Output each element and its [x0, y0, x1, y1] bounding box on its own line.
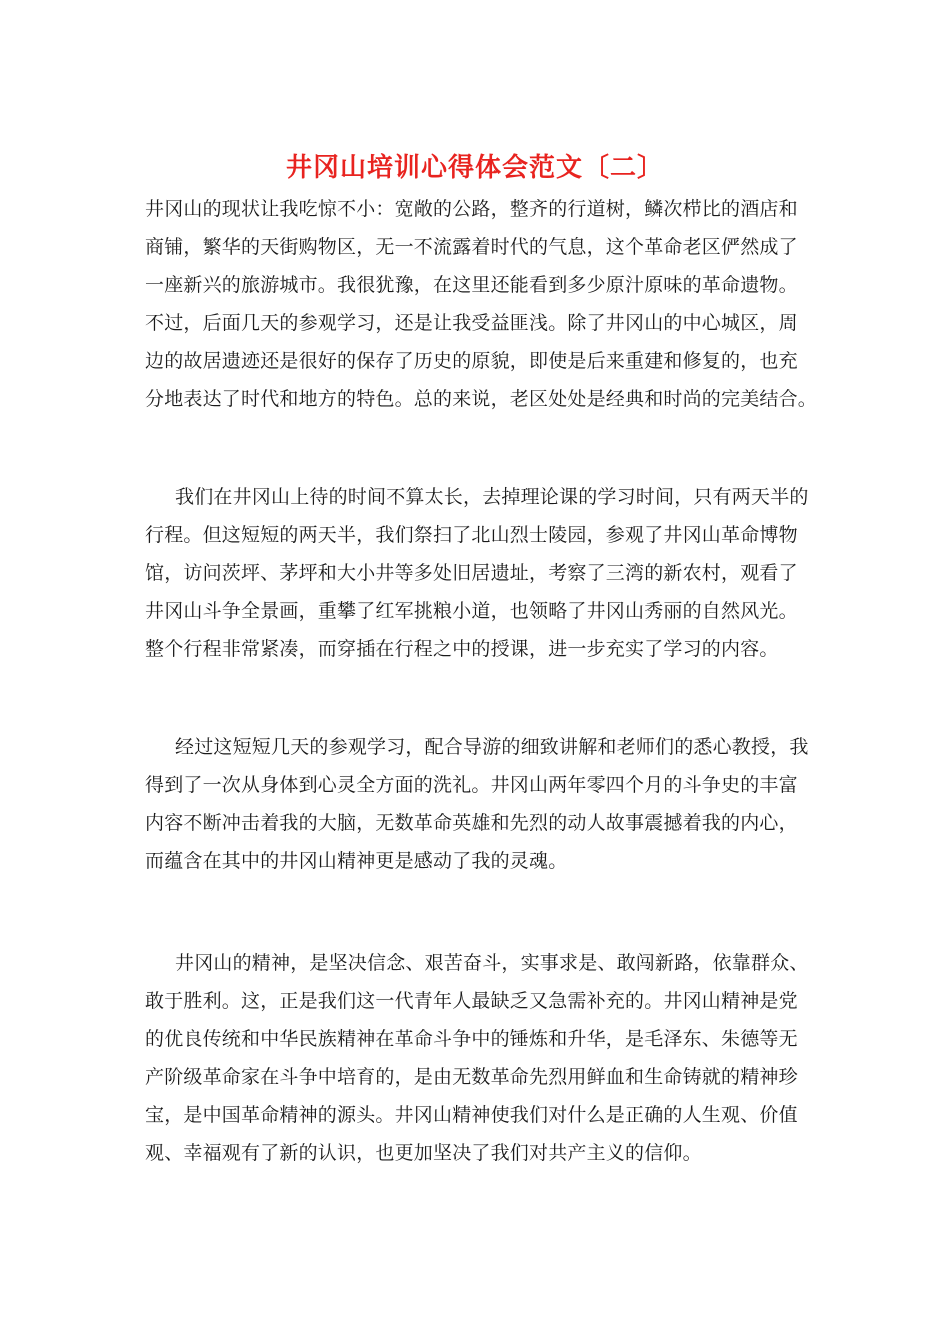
paragraph-line: 产阶级革命家在斗争中培育的，是由无数革命先烈用鲜血和生命铸就的精神珍 [145, 1066, 798, 1088]
paragraph-line: 边的故居遗迹还是很好的保存了历史的原貌，即使是后来重建和修复的，也充 [145, 350, 798, 372]
paragraph-line: 井冈山的现状让我吃惊不小：宽敞的公路，整齐的行道树，鳞次栉比的酒店和 [145, 198, 798, 220]
paragraph-line: 分地表达了时代和地方的特色。总的来说，老区处处是经典和时尚的完美结合。 [145, 388, 818, 410]
paragraph-line: 我们在井冈山上待的时间不算太长，去掉理论课的学习时间，只有两天半的 [175, 486, 809, 508]
paragraph-line: 而蕴含在其中的井冈山精神更是感动了我的灵魂。 [145, 850, 568, 872]
paragraph-line: 内容不断冲击着我的大脑，无数革命英雄和先烈的动人故事震撼着我的内心， [145, 812, 798, 834]
paragraph-2 [145, 478, 810, 668]
paragraph-line: 得到了一次从身体到心灵全方面的洗礼。井冈山两年零四个月的斗争史的丰富 [145, 774, 798, 796]
paragraph-line: 观、幸福观有了新的认识，也更加坚决了我们对共产主义的信仰。 [145, 1142, 702, 1164]
paragraph-line: 井冈山斗争全景画，重攀了红军挑粮小道，也领略了井冈山秀丽的自然风光。 [145, 600, 798, 622]
paragraph-line: 行程。但这短短的两天半，我们祭扫了北山烈士陵园，参观了井冈山革命博物 [145, 524, 798, 546]
paragraph-line: 一座新兴的旅游城市。我很犹豫，在这里还能看到多少原汁原味的革命遗物。 [145, 274, 798, 296]
paragraph-line: 馆，访问茨坪、茅坪和大小井等多处旧居遗址，考察了三湾的新农村，观看了 [145, 562, 798, 584]
paragraph-1 [145, 190, 818, 418]
paragraph-line: 宝，是中国革命精神的源头。井冈山精神使我们对什么是正确的人生观、价值 [145, 1104, 798, 1126]
paragraph-line: 井冈山的精神，是坚决信念、艰苦奋斗，实事求是、敢闯新路，依靠群众、 [175, 952, 809, 974]
paragraph-line: 敢于胜利。这，正是我们这一代青年人最缺乏又急需补充的。井冈山精神是党 [145, 990, 798, 1012]
paragraph-line: 经过这短短几天的参观学习，配合导游的细致讲解和老师们的悉心教授，我 [175, 736, 809, 758]
paragraph-4 [145, 944, 810, 1172]
paragraph-3 [145, 728, 810, 880]
paragraph-line: 商铺，繁华的天街购物区，无一不流露着时代的气息，这个革命老区俨然成了 [145, 236, 798, 258]
paragraph-line: 不过，后面几天的参观学习，还是让我受益匪浅。除了井冈山的中心城区，周 [145, 312, 798, 334]
document-title: 井冈山培训心得体会范文〔二〕 [285, 153, 664, 183]
paragraph-line: 的优良传统和中华民族精神在革命斗争中的锤炼和升华，是毛泽东、朱德等无 [145, 1028, 798, 1050]
paragraph-line: 整个行程非常紧凑，而穿插在行程之中的授课，进一步充实了学习的内容。 [145, 638, 779, 660]
